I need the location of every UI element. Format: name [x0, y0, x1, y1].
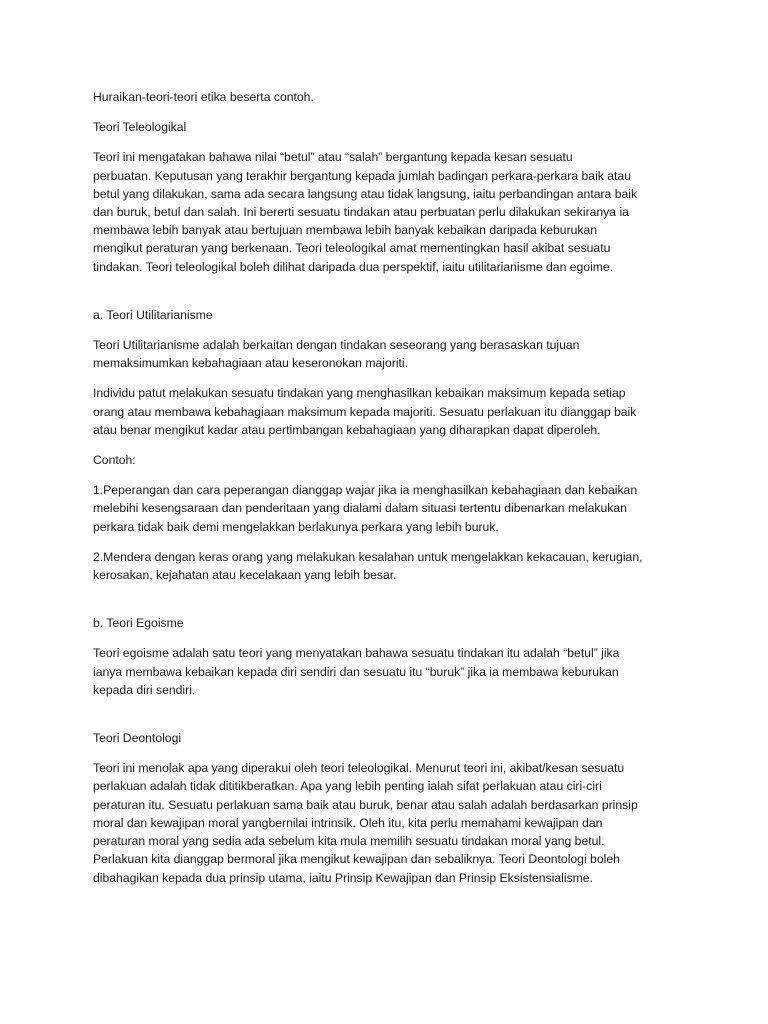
- text-line: 1.Peperangan dan cara peperangan dianggap wajar jika ia menghasilkan kebahagiaan dan kebaikan: [93, 483, 638, 498]
- text-line: Teori ini mengatakan bahawa nilai “betul” atau “salah” bergantung kepada kesan sesuatu: [93, 150, 573, 165]
- heading-egoisme: b. Teori Egoisme: [93, 616, 184, 631]
- heading-utilitarianisme: a. Teori Utilitarianisme: [93, 307, 213, 322]
- text-line: Teori ini menolak apa yang diperakui oleh teori teleologikal. Menurut teori ini, akibat/kesan sesuatu: [93, 761, 625, 776]
- text-line: peraturan moral yang sedia ada sebelum kita mula memilih sesuatu tindakan moral yang betul.: [93, 834, 605, 849]
- text-line: memaksimumkan kebahagiaan atau keseronokan majoriti.: [93, 356, 409, 371]
- text-line: ianya membawa kebaikan kepada diri sendiri dan sesuatu itu “buruk” jika ia membawa keburukan: [93, 664, 619, 679]
- paragraph-utilitarianisme-2: [93, 384, 683, 439]
- paragraph-utilitarianisme-1: [93, 336, 683, 372]
- paragraph-egoisme: [93, 644, 683, 699]
- text-line: moral dan kewajipan moral yangbernilai intrinsik. Oleh itu, kita perlu memahami kewajipan dan: [93, 815, 603, 830]
- paragraph-deontologi: [93, 759, 683, 886]
- text-line: Individu patut melakukan sesuatu tindakan yang menghasilkan kebaikan maksimum kepada setiap: [93, 386, 626, 401]
- text-line: mengikut peraturan yang berkenaan. Teori teleologikal amat mementingkan hasil akibat sesuatu: [93, 241, 611, 256]
- text-line: melebihi kesengsaraan dan penderitaan yang dialami dalam situasi tertentu dibenarkan melakukan: [93, 501, 627, 516]
- text-line: dibahagikan kepada dua prinsip utama, iaitu Prinsip Kewajipan dan Prinsip Eksistensialisme.: [93, 870, 593, 885]
- text-line: perbuatan. Keputusan yang terakhir bergantung kepada jumlah badingan perkara-perkara baik atau: [93, 168, 631, 183]
- contoh-label: Contoh:: [93, 453, 136, 468]
- example-2: [93, 548, 683, 584]
- document-page: [93, 88, 683, 887]
- text-line: atau benar mengikut kadar atau pertimbangan kebahagiaan yang diharapkan dapat diperoleh.: [93, 422, 601, 437]
- example-1: [93, 481, 683, 536]
- text-line: membawa lebih banyak atau bertujuan membawa lebih banyak kebaikan daripada keburukan: [93, 223, 598, 238]
- text-line: 2.Mendera dengan keras orang yang melakukan kesalahan untuk mengelakkan kekacauan, kerugian,: [93, 549, 643, 564]
- text-line: tindakan. Teori teleologikal boleh dilihat daripada dua perspektif, iaitu utilitarianisme dan egoime.: [93, 259, 614, 274]
- heading-deontologi: Teori Deontologi: [93, 731, 182, 746]
- text-line: Teori Utilitarianisme adalah berkaitan dengan tindakan seseorang yang berasaskan tujuan: [93, 338, 580, 353]
- text-line: perlakuan adalah tidak dititikberatkan. Apa yang lebih penting ialah sifat perlakuan atau ciri-ciri: [93, 779, 602, 794]
- paragraph-teleologikal: [93, 148, 683, 275]
- text-line: dan buruk, betul dan salah. Ini bererti sesuatu tindakan atau perbuatan perlu dilakukan sekiranya ia: [93, 205, 629, 220]
- text-line: betul yang dilakukan, sama ada secara langsung atau tidak langsung, iaitu perbandingan antara baik: [93, 186, 638, 201]
- text-line: Teori egoisme adalah satu teori yang menyatakan bahawa sesuatu tindakan itu adalah “betul” jika: [93, 646, 620, 661]
- text-line: kepada diri sendiri.: [93, 682, 196, 697]
- text-line: peraturan itu. Sesuatu perlakuan sama baik atau buruk, benar atau salah adalah berdasarkan prinsip: [93, 797, 638, 812]
- document-title: Huraikan-teori-teori etika beserta contoh.: [93, 90, 314, 104]
- text-line: orang atau membawa kebahagiaan maksimum kepada majoriti. Sesuatu perlakuan itu dianggap baik: [93, 404, 637, 419]
- heading-teleologikal: Teori Teleologikal: [93, 120, 187, 135]
- text-line: perkara tidak baik demi mengelakkan berlakunya perkara yang lebih buruk.: [93, 519, 499, 534]
- text-line: kerosakan, kejahatan atau kecelakaan yang lebih besar.: [93, 568, 397, 583]
- text-line: Perlakuan kita dianggap bermoral jika mengikut kewajipan dan sebaliknya. Teori Deontologi boleh: [93, 852, 620, 867]
